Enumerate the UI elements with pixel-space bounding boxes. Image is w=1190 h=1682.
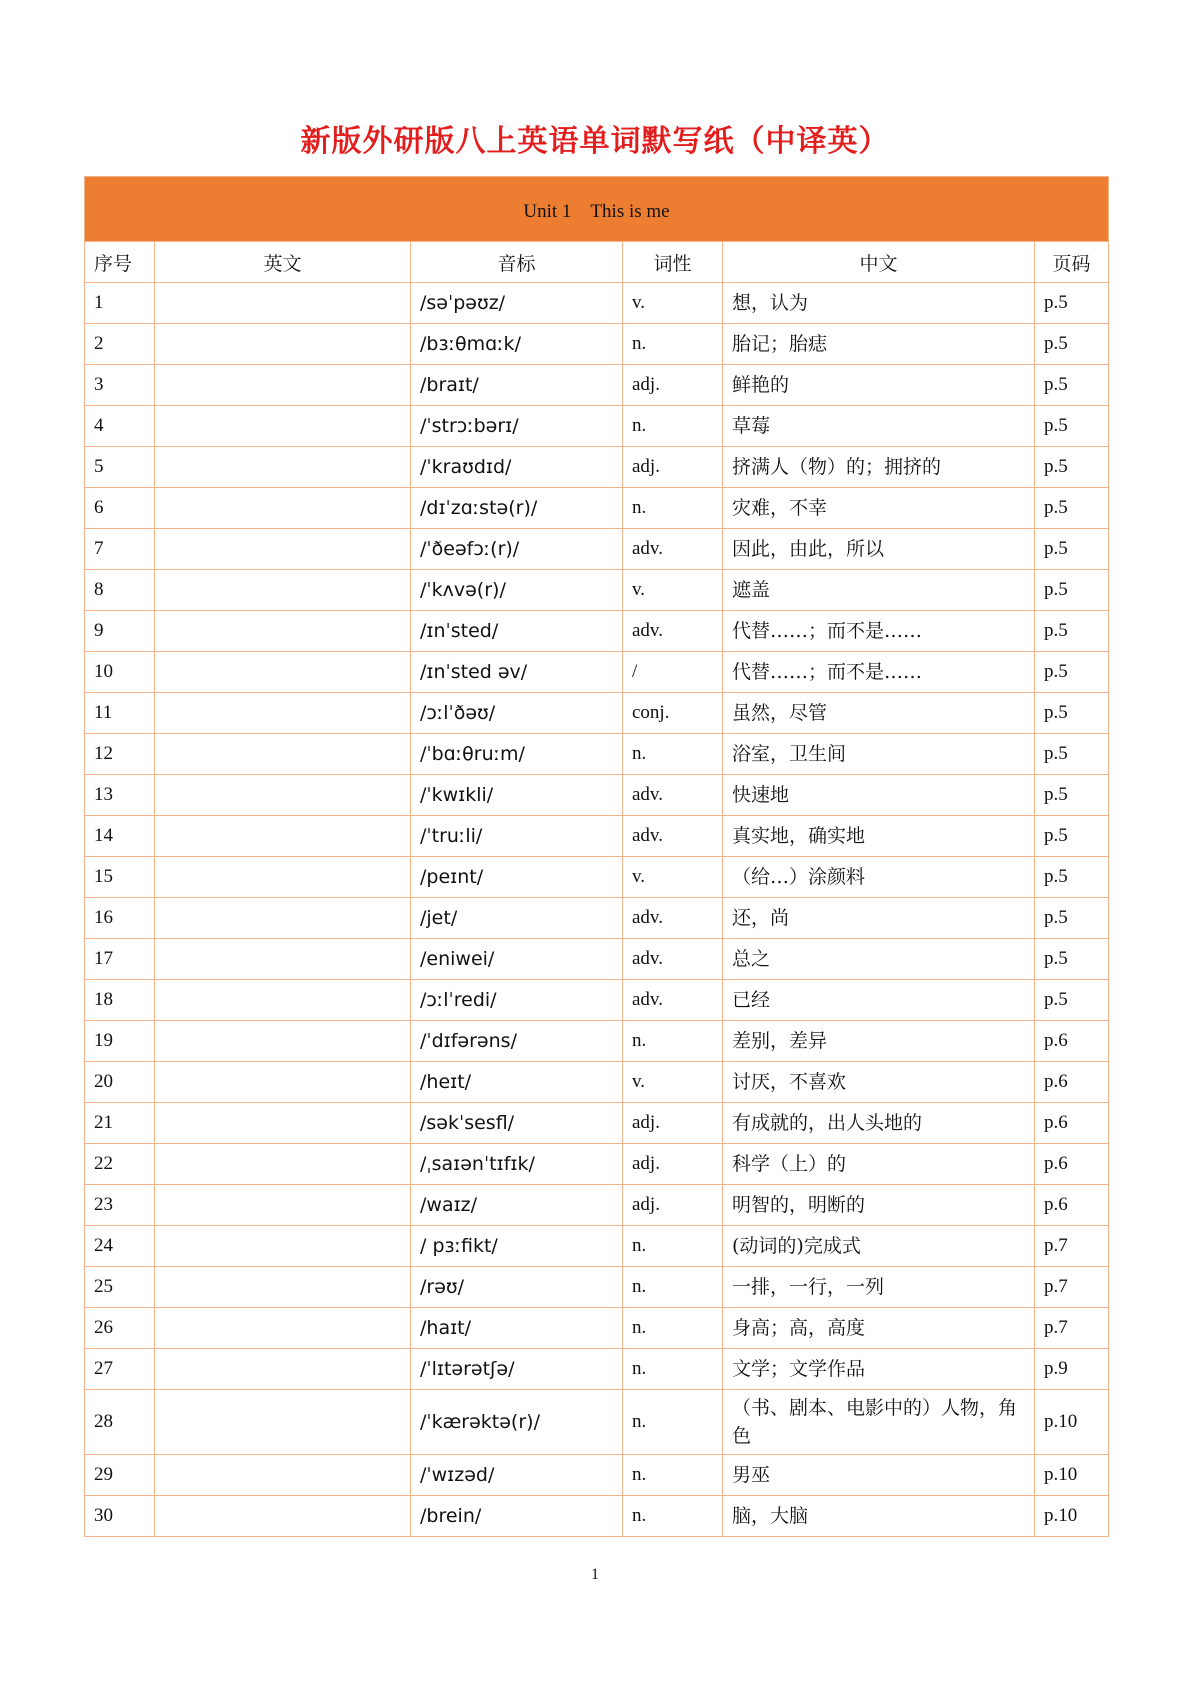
chinese-cell: 浴室，卫生间 <box>723 734 1035 775</box>
chinese-cell: 脑，大脑 <box>723 1496 1035 1537</box>
vocabulary-body <box>85 283 1109 1537</box>
table-row <box>85 1455 1109 1496</box>
phonetic-cell: /waɪz/ <box>411 1185 623 1226</box>
english-answer-cell[interactable] <box>155 324 411 365</box>
pos-cell: adv. <box>623 775 723 816</box>
row-number: 27 <box>85 1349 155 1390</box>
row-number: 12 <box>85 734 155 775</box>
row-number: 8 <box>85 570 155 611</box>
pos-cell: adv. <box>623 980 723 1021</box>
row-number: 30 <box>85 1496 155 1537</box>
chinese-cell: 灾难，不幸 <box>723 488 1035 529</box>
pos-cell: n. <box>623 1496 723 1537</box>
header-no: 序号 <box>85 242 155 283</box>
chinese-cell: 科学（上）的 <box>723 1144 1035 1185</box>
phonetic-cell: /ɔːlˈðəʊ/ <box>411 693 623 734</box>
phonetic-cell: /ˈkwɪkli/ <box>411 775 623 816</box>
chinese-cell: （书、剧本、电影中的）人物，角色 <box>723 1390 1035 1455</box>
row-number: 9 <box>85 611 155 652</box>
phonetic-cell: /səˈpəʊz/ <box>411 283 623 324</box>
row-number: 14 <box>85 816 155 857</box>
page-cell: p.5 <box>1035 693 1109 734</box>
table-row <box>85 1226 1109 1267</box>
phonetic-cell: /ˌsaɪənˈtɪfɪk/ <box>411 1144 623 1185</box>
chinese-cell: 因此，由此，所以 <box>723 529 1035 570</box>
page-cell: p.7 <box>1035 1308 1109 1349</box>
phonetic-cell: /brein/ <box>411 1496 623 1537</box>
chinese-cell: 明智的，明断的 <box>723 1185 1035 1226</box>
phonetic-cell: /ɪnˈsted əv/ <box>411 652 623 693</box>
phonetic-cell: /ˈbɑːθruːm/ <box>411 734 623 775</box>
chinese-cell: （给…）涂颜料 <box>723 857 1035 898</box>
phonetic-cell: /bɜːθmɑːk/ <box>411 324 623 365</box>
row-number: 22 <box>85 1144 155 1185</box>
english-answer-cell[interactable] <box>155 1349 411 1390</box>
phonetic-cell: /ˈkærəktə(r)/ <box>411 1390 623 1455</box>
english-answer-cell[interactable] <box>155 1267 411 1308</box>
english-answer-cell[interactable] <box>155 529 411 570</box>
english-answer-cell[interactable] <box>155 1496 411 1537</box>
pos-cell: adj. <box>623 1144 723 1185</box>
english-answer-cell[interactable] <box>155 1308 411 1349</box>
english-answer-cell[interactable] <box>155 693 411 734</box>
page-cell: p.5 <box>1035 857 1109 898</box>
table-row <box>85 652 1109 693</box>
page-cell: p.5 <box>1035 570 1109 611</box>
table-row <box>85 939 1109 980</box>
pos-cell: adv. <box>623 898 723 939</box>
chinese-cell: 有成就的，出人头地的 <box>723 1103 1035 1144</box>
chinese-cell: 男巫 <box>723 1455 1035 1496</box>
row-number: 2 <box>85 324 155 365</box>
table-row <box>85 898 1109 939</box>
english-answer-cell[interactable] <box>155 816 411 857</box>
row-number: 24 <box>85 1226 155 1267</box>
page-cell: p.6 <box>1035 1062 1109 1103</box>
phonetic-cell: /ˈðeəfɔː(r)/ <box>411 529 623 570</box>
page-cell: p.10 <box>1035 1455 1109 1496</box>
page-cell: p.5 <box>1035 611 1109 652</box>
chinese-cell: 真实地，确实地 <box>723 816 1035 857</box>
page-cell: p.5 <box>1035 324 1109 365</box>
table-row <box>85 1144 1109 1185</box>
table-row <box>85 1267 1109 1308</box>
row-number: 6 <box>85 488 155 529</box>
row-number: 10 <box>85 652 155 693</box>
phonetic-cell: /ˈstrɔːbərɪ/ <box>411 406 623 447</box>
phonetic-cell: /ˈkraʊdɪd/ <box>411 447 623 488</box>
table-row <box>85 816 1109 857</box>
pos-cell: n. <box>623 734 723 775</box>
pos-cell: adj. <box>623 1185 723 1226</box>
document-title: 新版外研版八上英语单词默写纸（中译英） <box>300 124 890 159</box>
row-number: 4 <box>85 406 155 447</box>
phonetic-cell: / pɜːfikt/ <box>411 1226 623 1267</box>
table-row <box>85 1103 1109 1144</box>
page-cell: p.5 <box>1035 816 1109 857</box>
page-cell: p.5 <box>1035 734 1109 775</box>
english-answer-cell[interactable] <box>155 898 411 939</box>
chinese-cell: 一排，一行，一列 <box>723 1267 1035 1308</box>
row-number: 25 <box>85 1267 155 1308</box>
english-answer-cell[interactable] <box>155 1390 411 1455</box>
english-answer-cell[interactable] <box>155 857 411 898</box>
pos-cell: n. <box>623 406 723 447</box>
english-answer-cell[interactable] <box>155 939 411 980</box>
table-row <box>85 529 1109 570</box>
english-answer-cell[interactable] <box>155 980 411 1021</box>
table-row <box>85 1185 1109 1226</box>
chinese-cell: 挤满人（物）的；拥挤的 <box>723 447 1035 488</box>
table-row <box>85 775 1109 816</box>
english-answer-cell[interactable] <box>155 365 411 406</box>
english-answer-cell[interactable] <box>155 283 411 324</box>
english-answer-cell[interactable] <box>155 488 411 529</box>
table-row <box>85 1062 1109 1103</box>
page-cell: p.7 <box>1035 1267 1109 1308</box>
page-cell: p.5 <box>1035 488 1109 529</box>
pos-cell: / <box>623 652 723 693</box>
phonetic-cell: /ˈdɪfərəns/ <box>411 1021 623 1062</box>
phonetic-cell: /səkˈsesfl/ <box>411 1103 623 1144</box>
table-row <box>85 365 1109 406</box>
header-pos: 词性 <box>623 242 723 283</box>
table-row <box>85 283 1109 324</box>
english-answer-cell[interactable] <box>155 447 411 488</box>
english-answer-cell[interactable] <box>155 1062 411 1103</box>
page-cell: p.6 <box>1035 1185 1109 1226</box>
row-number: 26 <box>85 1308 155 1349</box>
phonetic-cell: /ˈlɪtərətʃə/ <box>411 1349 623 1390</box>
page-cell: p.6 <box>1035 1144 1109 1185</box>
phonetic-cell: /eniwei/ <box>411 939 623 980</box>
page-cell: p.5 <box>1035 283 1109 324</box>
phonetic-cell: /jet/ <box>411 898 623 939</box>
table-row <box>85 611 1109 652</box>
row-number: 5 <box>85 447 155 488</box>
row-number: 18 <box>85 980 155 1021</box>
chinese-cell: 遮盖 <box>723 570 1035 611</box>
table-row <box>85 1349 1109 1390</box>
pos-cell: adv. <box>623 611 723 652</box>
page-cell: p.5 <box>1035 529 1109 570</box>
english-answer-cell[interactable] <box>155 734 411 775</box>
row-number: 17 <box>85 939 155 980</box>
english-answer-cell[interactable] <box>155 406 411 447</box>
pos-cell: n. <box>623 1226 723 1267</box>
page-cell: p.6 <box>1035 1103 1109 1144</box>
phonetic-cell: /ɔːlˈredi/ <box>411 980 623 1021</box>
page-cell: p.5 <box>1035 406 1109 447</box>
phonetic-cell: /peɪnt/ <box>411 857 623 898</box>
table-row <box>85 857 1109 898</box>
english-answer-cell[interactable] <box>155 1103 411 1144</box>
chinese-cell: 鲜艳的 <box>723 365 1035 406</box>
english-answer-cell[interactable] <box>155 1226 411 1267</box>
page-cell: p.5 <box>1035 980 1109 1021</box>
row-number: 23 <box>85 1185 155 1226</box>
english-answer-cell[interactable] <box>155 611 411 652</box>
pos-cell: n. <box>623 1267 723 1308</box>
pos-cell: n. <box>623 1390 723 1455</box>
pos-cell: conj. <box>623 693 723 734</box>
pos-cell: v. <box>623 1062 723 1103</box>
pos-cell: n. <box>623 1455 723 1496</box>
page-cell: p.5 <box>1035 365 1109 406</box>
chinese-cell: 身高；高，高度 <box>723 1308 1035 1349</box>
row-number: 29 <box>85 1455 155 1496</box>
chinese-cell: (动词的)完成式 <box>723 1226 1035 1267</box>
chinese-cell: 文学；文学作品 <box>723 1349 1035 1390</box>
chinese-cell: 胎记；胎痣 <box>723 324 1035 365</box>
phonetic-cell: /haɪt/ <box>411 1308 623 1349</box>
chinese-cell: 已经 <box>723 980 1035 1021</box>
table-row <box>85 406 1109 447</box>
column-header-row <box>85 242 1109 283</box>
pos-cell: adv. <box>623 816 723 857</box>
chinese-cell: 代替……；而不是…… <box>723 611 1035 652</box>
pos-cell: adv. <box>623 939 723 980</box>
row-number: 28 <box>85 1390 155 1455</box>
page-cell: p.5 <box>1035 939 1109 980</box>
header-phonetic: 音标 <box>411 242 623 283</box>
chinese-cell: 快速地 <box>723 775 1035 816</box>
header-chinese: 中文 <box>723 242 1035 283</box>
page-number: 1 <box>591 1566 599 1583</box>
page-cell: p.6 <box>1035 1021 1109 1062</box>
pos-cell: n. <box>623 488 723 529</box>
phonetic-cell: /ˈwɪzəd/ <box>411 1455 623 1496</box>
page-cell: p.5 <box>1035 898 1109 939</box>
english-answer-cell[interactable] <box>155 1144 411 1185</box>
table-row <box>85 980 1109 1021</box>
table-row <box>85 324 1109 365</box>
row-number: 13 <box>85 775 155 816</box>
row-number: 7 <box>85 529 155 570</box>
row-number: 19 <box>85 1021 155 1062</box>
chinese-cell: 想，认为 <box>723 283 1035 324</box>
chinese-cell: 差别，差异 <box>723 1021 1035 1062</box>
row-number: 1 <box>85 283 155 324</box>
chinese-cell: 总之 <box>723 939 1035 980</box>
phonetic-cell: /ˈtruːli/ <box>411 816 623 857</box>
english-answer-cell[interactable] <box>155 1455 411 1496</box>
page-cell: p.10 <box>1035 1390 1109 1455</box>
vocabulary-table <box>84 176 1109 1537</box>
table-row <box>85 1308 1109 1349</box>
row-number: 3 <box>85 365 155 406</box>
chinese-cell: 讨厌，不喜欢 <box>723 1062 1035 1103</box>
page-cell: p.10 <box>1035 1496 1109 1537</box>
chinese-cell: 草莓 <box>723 406 1035 447</box>
english-answer-cell[interactable] <box>155 1185 411 1226</box>
row-number: 11 <box>85 693 155 734</box>
table-row <box>85 488 1109 529</box>
row-number: 15 <box>85 857 155 898</box>
pos-cell: n. <box>623 324 723 365</box>
page-cell: p.9 <box>1035 1349 1109 1390</box>
english-answer-cell[interactable] <box>155 1021 411 1062</box>
table-row <box>85 1390 1109 1455</box>
table-row <box>85 570 1109 611</box>
row-number: 21 <box>85 1103 155 1144</box>
english-answer-cell[interactable] <box>155 570 411 611</box>
header-english: 英文 <box>155 242 411 283</box>
page-cell: p.5 <box>1035 652 1109 693</box>
english-answer-cell[interactable] <box>155 775 411 816</box>
phonetic-cell: /rəʊ/ <box>411 1267 623 1308</box>
table-row <box>85 693 1109 734</box>
table-row <box>85 734 1109 775</box>
phonetic-cell: /dɪˈzɑːstə(r)/ <box>411 488 623 529</box>
chinese-cell: 还，尚 <box>723 898 1035 939</box>
table-row <box>85 1496 1109 1537</box>
phonetic-cell: /braɪt/ <box>411 365 623 406</box>
pos-cell: adv. <box>623 529 723 570</box>
page-cell: p.5 <box>1035 775 1109 816</box>
english-answer-cell[interactable] <box>155 652 411 693</box>
unit-title: Unit 1 This is me <box>85 177 1109 242</box>
phonetic-cell: /ɪnˈsted/ <box>411 611 623 652</box>
table-row <box>85 447 1109 488</box>
row-number: 16 <box>85 898 155 939</box>
pos-cell: adj. <box>623 365 723 406</box>
page-cell: p.7 <box>1035 1226 1109 1267</box>
pos-cell: n. <box>623 1349 723 1390</box>
pos-cell: v. <box>623 857 723 898</box>
pos-cell: n. <box>623 1021 723 1062</box>
unit-header-row <box>85 177 1109 242</box>
page-cell: p.5 <box>1035 447 1109 488</box>
row-number: 20 <box>85 1062 155 1103</box>
header-page: 页码 <box>1035 242 1109 283</box>
chinese-cell: 代替……；而不是…… <box>723 652 1035 693</box>
pos-cell: adj. <box>623 1103 723 1144</box>
chinese-cell: 虽然，尽管 <box>723 693 1035 734</box>
pos-cell: n. <box>623 1308 723 1349</box>
table-row <box>85 1021 1109 1062</box>
pos-cell: v. <box>623 283 723 324</box>
phonetic-cell: /ˈkʌvə(r)/ <box>411 570 623 611</box>
phonetic-cell: /heɪt/ <box>411 1062 623 1103</box>
pos-cell: v. <box>623 570 723 611</box>
pos-cell: adj. <box>623 447 723 488</box>
